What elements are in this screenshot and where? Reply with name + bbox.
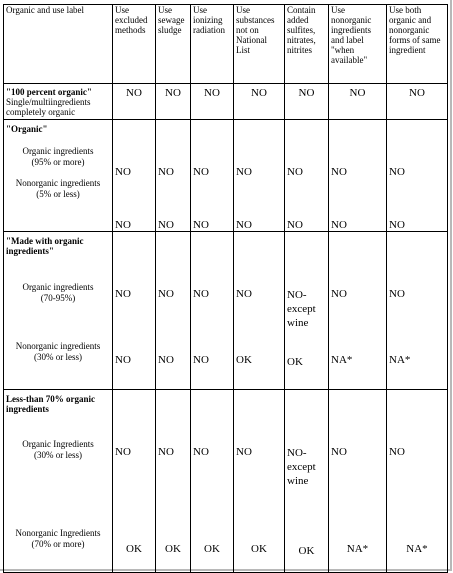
table-cell: NO	[236, 288, 252, 300]
header-cell: Contain added sulfites, nitrates, nitrites	[285, 5, 329, 84]
table-cell: NO	[193, 288, 209, 300]
table-cell: NO	[389, 219, 405, 231]
table-cell: NO	[158, 219, 174, 231]
table-cell: NO	[115, 446, 131, 458]
table-cell: NO-except wine	[287, 447, 316, 487]
header-row	[4, 5, 448, 84]
row-made-with-organic	[4, 232, 448, 390]
row-organic	[4, 120, 448, 232]
table-cell: NA*	[389, 354, 411, 366]
sub-pct: (30% or less)	[34, 352, 82, 362]
header-cell: Use excluded methods	[113, 5, 156, 84]
table-cell: NO-except wine	[287, 289, 316, 329]
table-cell: NA*	[406, 543, 428, 555]
table-cell: NO	[126, 87, 142, 99]
table-cell: NO	[204, 87, 220, 99]
sub-pct: (5% or less)	[36, 189, 80, 199]
sub-label: Organic Ingredients	[22, 439, 94, 449]
sub-label: Organic ingredients	[22, 282, 94, 292]
table-cell: OK	[251, 543, 267, 555]
table-cell: NO	[115, 166, 131, 178]
table-cell: NO	[298, 87, 315, 99]
table-cell: NO	[389, 288, 405, 300]
table-cell: NO	[236, 166, 252, 178]
table-cell: NO	[331, 288, 347, 300]
table-cell: NO	[409, 87, 425, 99]
sub-label: Nonorganic Ingredients	[15, 528, 101, 538]
sub-pct: (95% or more)	[31, 157, 85, 167]
table-cell: NO	[115, 288, 131, 300]
table-cell: NO	[349, 87, 366, 99]
table-cell: NA*	[331, 354, 353, 366]
table-cell: OK	[165, 543, 181, 555]
row-title: Less-than 70% organic ingredients	[6, 394, 96, 414]
row-note: Single/multiingredients completely organic	[6, 97, 91, 117]
table-cell: NO	[115, 354, 131, 366]
organic-labeling-table	[3, 4, 448, 573]
table-cell: NO	[193, 446, 209, 458]
table-cell: NO	[158, 354, 174, 366]
table-cell: NO	[331, 219, 347, 231]
table-cell: NO	[389, 446, 405, 458]
header-cell: Use nonorganic ingredients and label "when available"	[329, 5, 387, 84]
table-cell: OK	[126, 543, 142, 555]
table-cell: OK	[298, 545, 315, 557]
table-cell: NO	[193, 166, 209, 178]
table-cell: NO	[287, 219, 303, 231]
header-cell: Use ionizing radiation	[191, 5, 234, 84]
header-cell: Use substances not on National List	[234, 5, 285, 84]
table-cell: NO	[158, 288, 174, 300]
table-cell: NO	[389, 166, 405, 178]
table-cell: NO	[193, 219, 209, 231]
sub-label: Nonorganic ingredients	[15, 341, 101, 351]
table-cell: NO	[331, 166, 347, 178]
sub-pct: (70% or more)	[31, 539, 85, 549]
header-cell: Use both organic and nonorganic forms of same ingredient	[387, 5, 448, 84]
table-cell: NO	[165, 87, 181, 99]
table-cell: OK	[204, 543, 220, 555]
table-cell: NO	[193, 354, 209, 366]
table-cell: NO	[158, 446, 174, 458]
row-title: "Made with organic ingredients"	[6, 236, 84, 256]
sub-label: Organic ingredients	[22, 146, 94, 156]
row-100-percent-organic	[4, 84, 448, 120]
sub-pct: (70-95%)	[40, 293, 76, 303]
table-cell: NA*	[346, 543, 369, 555]
table-cell: NO	[331, 446, 347, 458]
sub-label: Nonorganic ingredients	[15, 178, 101, 188]
header-cell: Use sewage sludge	[156, 5, 191, 84]
table-cell: OK	[287, 356, 303, 368]
row-less-than-70	[4, 390, 448, 573]
table-cell: NO	[251, 87, 267, 99]
table-cell: OK	[236, 354, 252, 366]
table-cell: NO	[158, 166, 174, 178]
sub-pct: (30% or less)	[34, 450, 82, 460]
table-cell: NO	[236, 219, 252, 231]
row-title: "100 percent organic"	[6, 87, 92, 97]
row-title: "Organic"	[6, 124, 48, 134]
table-cell: NO	[236, 446, 252, 458]
header-cell: Organic and use label	[4, 5, 113, 84]
table-cell: NO	[115, 219, 131, 231]
table-cell: NO	[287, 166, 303, 178]
